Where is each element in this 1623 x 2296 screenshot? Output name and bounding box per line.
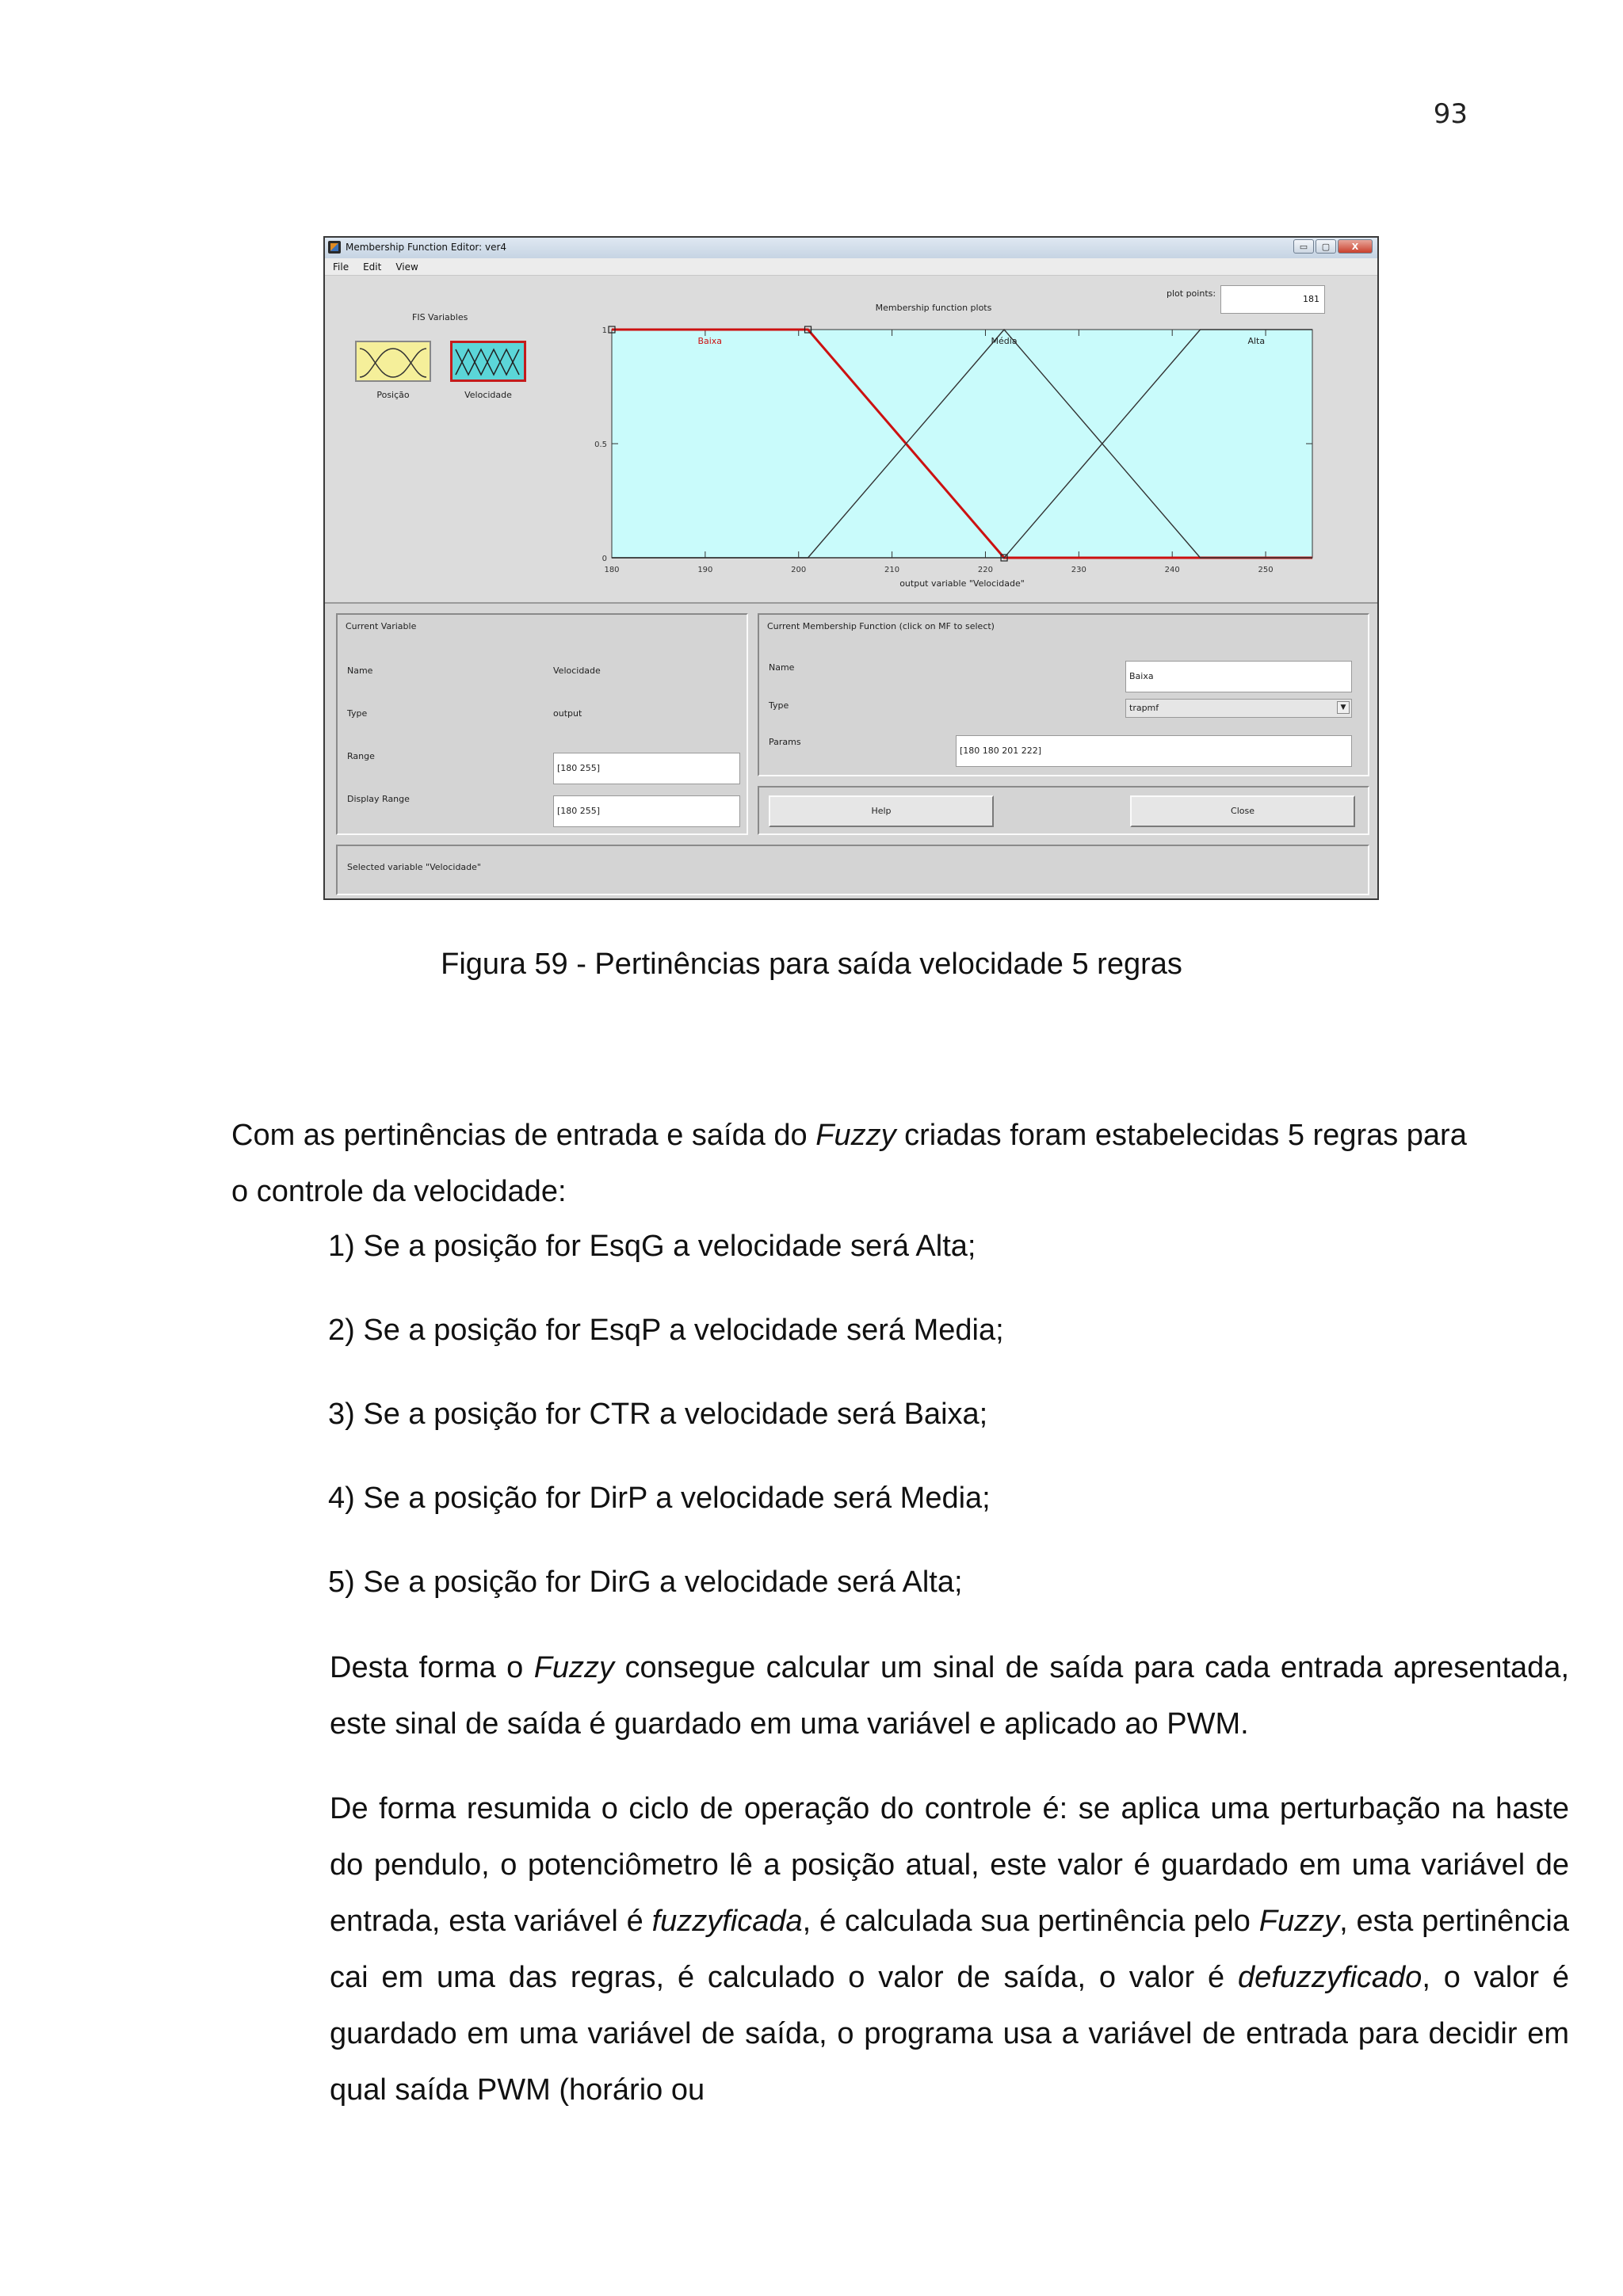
variable-type-label: Type [347, 708, 368, 719]
current-variable-title: Current Variable [346, 621, 417, 631]
p2-text-2: consegue calcular um sinal de saída para cada entrada apresentada, este sinal de saída é guardado em uma variável e aplicado ao PWM. [330, 1651, 1569, 1741]
plot-points-input[interactable]: 181 [1220, 285, 1325, 314]
p2-text-1: Desta forma o [330, 1651, 534, 1684]
display-range-label: Display Range [347, 794, 410, 804]
mf-name-input[interactable]: Baixa [1125, 661, 1352, 692]
matlab-icon [328, 241, 341, 254]
maximize-button[interactable]: ▢ [1316, 239, 1336, 254]
p3-emphasis-2: Fuzzy [1258, 1905, 1340, 1938]
rule-5: 5) Se a posição for DirG a velocidade será Alta; [328, 1566, 963, 1599]
mf-type-value: trapmf [1129, 703, 1159, 713]
lower-area [325, 602, 1377, 898]
mf-params-label: Params [769, 737, 801, 747]
mf-params-input[interactable]: [180 180 201 222] [956, 735, 1352, 767]
x-tick-label: 220 [977, 566, 994, 574]
p3-text-2: , é calculada sua pertinência pelo [802, 1905, 1259, 1938]
intro-emphasis: Fuzzy [815, 1119, 896, 1152]
rule-1: 1) Se a posição for EsqG a velocidade será Alta; [328, 1230, 976, 1263]
p3-text-3: , esta pertinência cai em uma das regras, é calculado o valor de saída, o valor é [330, 1905, 1569, 1994]
mf-label-média: Média [991, 336, 1018, 346]
current-mf-title: Current Membership Function (click on MF to select) [767, 621, 995, 631]
menu-file[interactable]: File [333, 261, 349, 273]
rule-3: 3) Se a posição for CTR a velocidade será Baixa; [328, 1398, 988, 1431]
p3-emphasis-3: defuzzyficado [1237, 1961, 1423, 1994]
x-tick-label: 210 [884, 566, 900, 574]
fis-variables-label: FIS Variables [412, 312, 468, 322]
current-mf-panel [758, 613, 1369, 776]
input-variable-label: Posição [376, 390, 410, 400]
x-tick-label: 190 [697, 566, 713, 574]
p3-emphasis-1: fuzzyficada [651, 1905, 803, 1938]
membership-function-editor-window [323, 236, 1379, 900]
y-tick-label: 0 [601, 555, 607, 563]
rule-2: 2) Se a posição for EsqP a velocidade será Media; [328, 1314, 1004, 1347]
chevron-down-icon[interactable]: ▼ [1337, 701, 1350, 714]
range-input[interactable]: [180 255] [553, 753, 740, 784]
y-tick-label: 0.5 [594, 441, 607, 449]
menu-view[interactable]: View [395, 261, 418, 273]
x-tick-label: 180 [604, 566, 620, 574]
variable-type-value: output [553, 708, 582, 719]
y-tick-label: 1 [601, 326, 607, 335]
range-label: Range [347, 751, 375, 761]
close-window-button[interactable]: X [1338, 239, 1373, 254]
status-panel [336, 845, 1369, 895]
mf-type-select[interactable] [1125, 699, 1352, 718]
variable-name-label: Name [347, 666, 373, 676]
paragraph-2 [231, 1640, 1569, 1753]
p3-text-4: , o valor é guardado em uma variável de saída, o programa usa a variável de entrada para decidir em qual saída PWM (horário ou [330, 1961, 1569, 2107]
display-range-input[interactable]: [180 255] [553, 795, 740, 827]
title-bar [325, 238, 1377, 259]
intro-text-1: Com as pertinências de entrada e saída do [231, 1119, 816, 1152]
buttons-panel [758, 786, 1369, 835]
page-number: 93 [1433, 98, 1468, 130]
menu-bar [325, 258, 1377, 276]
mf-label-alta: Alta [1247, 336, 1266, 346]
membership-function-plot[interactable] [325, 276, 1381, 602]
plot-area [612, 330, 1312, 558]
window-controls [1293, 239, 1373, 254]
x-tick-label: 200 [791, 566, 807, 574]
x-axis-label: output variable "Velocidade" [899, 578, 1025, 589]
upper-area [325, 276, 1377, 602]
window-title: Membership Function Editor: ver4 [346, 242, 507, 253]
minimize-button[interactable]: ▭ [1293, 239, 1314, 254]
intro-paragraph [231, 1108, 1471, 1220]
menu-edit[interactable]: Edit [363, 261, 382, 273]
x-tick-label: 240 [1164, 566, 1180, 574]
mf-type-label: Type [769, 700, 789, 711]
current-variable-panel [336, 613, 748, 835]
status-text: Selected variable "Velocidade" [347, 862, 481, 872]
close-button[interactable]: Close [1130, 795, 1355, 827]
output-variable-label: Velocidade [464, 390, 512, 400]
rule-4: 4) Se a posição for DirP a velocidade será Media; [328, 1482, 991, 1515]
x-tick-label: 230 [1071, 566, 1086, 574]
plot-title: Membership function plots [875, 303, 992, 313]
figure-caption: Figura 59 - Pertinências para saída velocidade 5 regras [441, 948, 1182, 981]
paragraph-3 [231, 1781, 1569, 2119]
x-tick-label: 250 [1258, 566, 1274, 574]
p2-emphasis: Fuzzy [533, 1651, 615, 1684]
mf-name-label: Name [769, 662, 795, 673]
intro-text-2: criadas foram estabelecidas 5 regras para o controle da velocidade: [231, 1119, 1467, 1208]
help-button[interactable]: Help [769, 795, 994, 827]
plot-points-label: plot points: [1167, 288, 1216, 299]
p3-text-1: De forma resumida o ciclo de operação do controle é: se aplica uma perturbação na haste do pendulo, o potenciômetro lê a posição atual, este valor é guardado em uma variável de entrada, esta variável é [330, 1792, 1569, 1938]
mf-label-baixa: Baixa [697, 336, 723, 346]
variable-name-value: Velocidade [553, 666, 601, 676]
